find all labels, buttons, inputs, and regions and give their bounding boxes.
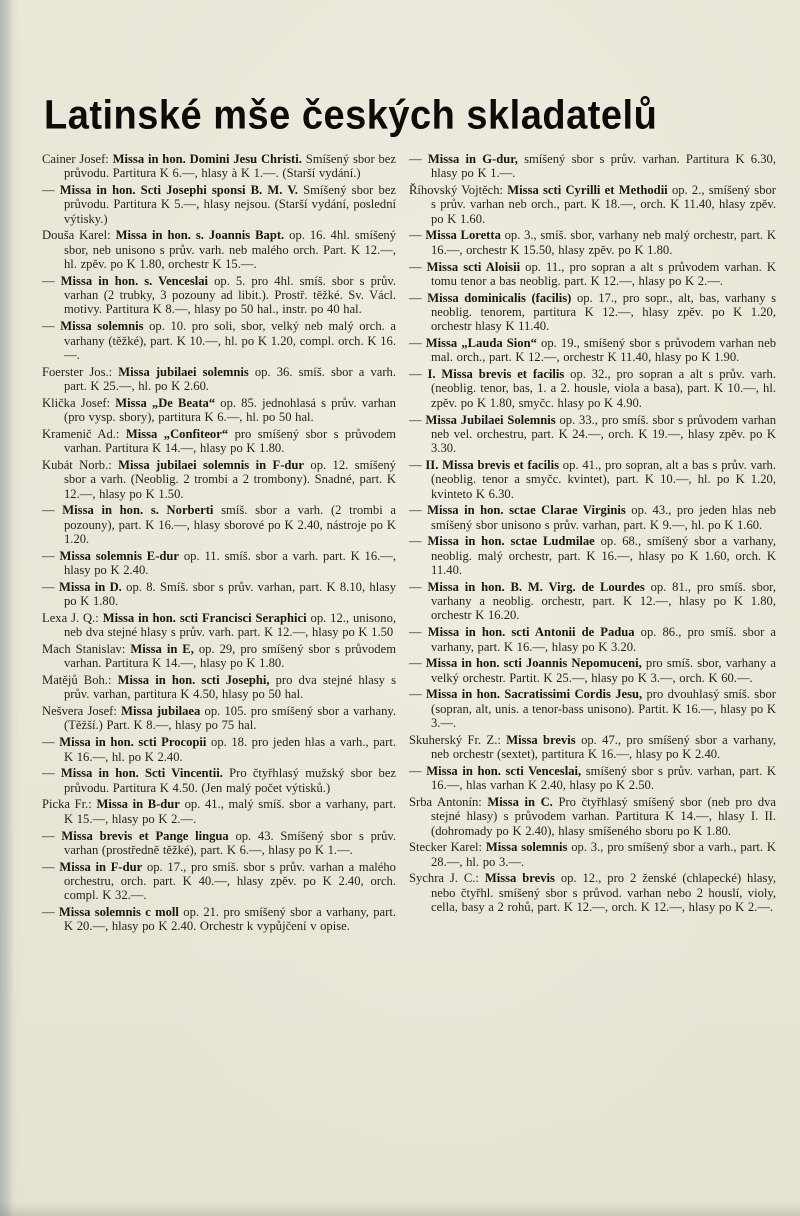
entry-work-title: Missa solemnis E-dur	[59, 548, 180, 563]
entry-work-title: Missa scti Aloisii	[426, 259, 521, 274]
catalog-entry	[409, 152, 776, 181]
entry-lead: Srba Antonín:	[409, 794, 482, 809]
entry-work-title: Missa in G-dur,	[427, 152, 518, 166]
catalog-entry	[42, 905, 396, 934]
entry-lead: —	[409, 656, 422, 671]
entry-work-title: Missa in C.	[487, 794, 553, 809]
entry-description: op. 86., pro smíš. sbor a varhany, part. K 16.—, hlasy po K 3.20.	[431, 625, 777, 654]
catalog-entry	[42, 183, 396, 226]
entry-description: op. 12., pro 2 ženské (chlapecké) hlasy, nebo čtyřhl. smíšený sbor s průvod. varhan nebo 2 houslí, violy, cella, basy a 2 rohů, part. K 12.—, orch. K 12.—, hlasy po K 2.—.	[431, 871, 776, 915]
catalog-entry	[409, 795, 776, 838]
entry-work-title: Missa in E,	[130, 642, 194, 656]
catalog-entry	[42, 549, 396, 578]
entry-lead: Sychra J. C.:	[409, 871, 479, 886]
entry-lead: —	[42, 828, 55, 843]
entry-description: pro smíš. sbor, varhany a velký orchestr. Partit. K 25.—, hlasy po K 3.—, orch. K 60.—.	[431, 656, 776, 685]
entry-lead: —	[409, 579, 422, 594]
entry-work-title: Missa in hon. Sacratissimi Cordis Jesu,	[425, 687, 643, 702]
entry-work-title: Missa in D.	[58, 579, 122, 594]
entry-description: pro dvouhlasý smíš. sbor (sopran, alt, unis. a tenor-bass unisono). Partit. K 16.—, hlasy po K 3.—.	[431, 687, 776, 730]
entry-description: op. 43., pro jeden hlas neb smíšený sbor unisono s prův. varhan, part. K 9.—, hl. po K 1.60.	[431, 503, 776, 532]
entry-lead: Matějů Boh.:	[42, 673, 112, 688]
entry-lead: Mach Stanislav:	[42, 642, 126, 656]
entry-description: op. 3., pro smíšený sbor a varh., part. K 28.—, hl. po 3.—.	[431, 840, 776, 869]
column-left	[42, 152, 396, 936]
entry-description: op. 36. smíš. sbor a varh. part. K 25.—, hl. po K 2.60.	[64, 364, 396, 393]
entry-work-title: Missa solemnis	[60, 319, 144, 334]
entry-description: smíšený sbor s prův. varhan. Partitura K 6.30, hlasy po K 1.—.	[431, 152, 776, 181]
entry-work-title: Missa in hon. scti Antonii de Padua	[427, 625, 635, 640]
entry-description: op. 19., smíšený sbor s průvodem varhan neb mal. orch., part. K 12.—, orchestr K 11.40, hlasy po K 1.90.	[431, 336, 776, 365]
entry-work-title: Missa in hon. scti Joannis Nepomuceni,	[425, 656, 642, 671]
catalog-entry	[42, 396, 396, 425]
entry-work-title: Missa in B-dur	[96, 797, 180, 812]
catalog-entry	[42, 611, 396, 640]
entry-work-title: Missa in hon. Scti Josephi sponsi B. M. V.	[59, 183, 298, 198]
entry-description: op. 16. 4hl. smíšený sbor, neb unisono s prův. varh. neb malého orch. Part. K 12.—, hl. zpěv. po K 1.80, orchestr K 15.—.	[64, 228, 397, 272]
entry-lead: —	[409, 152, 422, 166]
catalog-entry	[42, 503, 396, 546]
two-column-layout	[42, 152, 776, 936]
entry-work-title: Missa in hon. scti Venceslai,	[426, 763, 582, 778]
entry-description: op. 33., pro smíš. sbor s průvodem varhan neb vel. orchestru, part. K 24.—, orch. K 19.—, hlasy zpěv. po K 3.30.	[431, 412, 776, 456]
entry-lead: —	[409, 625, 422, 640]
entry-lead: —	[42, 503, 55, 518]
entry-description: op. 11. smíš. sbor a varh. part. K 16.—, hlasy po K 2.40.	[64, 548, 397, 578]
page-title: Latinské mše českých skladatelů	[44, 92, 658, 139]
entry-description: op. 29, pro smíšený sbor s průvodem varhan. Partitura K 14.—, hlasy po K 1.80.	[64, 642, 396, 671]
entry-description: Smíšený sbor bez průvodu. Partitura K 6.—, hlasy à K 1.—. (Starší vydání.)	[64, 152, 396, 181]
entry-work-title: Missa dominicalis (facilis)	[427, 290, 572, 305]
entry-description: op. 17., pro smíš. sbor s prův. varhan a malého orchestru, orch. part. K 40.—, hlasy zpěv. po K 2.40, orch. compl. K 32.—.	[64, 859, 396, 903]
entry-description: op. 17., pro sopr., alt, bas, varhany s neoblig. tenorem, partitura K 12.—, hlasy zpěv. po K 1.20, orchestr hlasy K 11.40.	[431, 290, 776, 334]
entry-lead: —	[42, 859, 55, 874]
entry-work-title: Missa in hon. s. Norberti	[62, 503, 214, 518]
entry-description: op. 18. pro jeden hlas a varh., part. K 16.—, hl. po K 2.40.	[64, 735, 396, 764]
catalog-entry	[42, 580, 396, 609]
entry-work-title: Missa Jubilaei Solemnis	[425, 412, 556, 427]
entry-lead: —	[409, 534, 422, 549]
entry-work-title: Missa jubilaea	[121, 704, 201, 719]
entry-lead: —	[42, 735, 55, 750]
entry-work-title: Missa brevis	[506, 732, 576, 747]
catalog-entry	[409, 625, 776, 654]
entry-work-title: Missa solemnis	[485, 840, 568, 855]
entry-lead: Douša Karel:	[42, 228, 111, 243]
entry-lead: —	[409, 763, 422, 778]
catalog-entry	[42, 319, 396, 362]
catalog-entry	[42, 797, 396, 826]
entry-work-title: Missa in hon. s. Joannis Bapt.	[115, 228, 285, 243]
entry-description: Pro čtyřhlasý mužský sbor bez průvodu. Partitura K 4.50. (Jen malý počet výtisků.)	[64, 766, 397, 795]
catalog-entry	[409, 580, 776, 623]
catalog-entry	[409, 871, 776, 914]
catalog-entry	[42, 735, 396, 764]
entry-lead: Skuherský Fr. Z.:	[409, 732, 501, 747]
catalog-entry	[42, 228, 396, 271]
entry-work-title: Missa in hon. sctae Clarae Virginis	[427, 503, 626, 518]
entry-work-title: Missa in hon. scti Francisci Seraphici	[102, 610, 307, 625]
entry-description: op. 81., pro smíš. sbor, varhany a neoblig. orchestr, part. K 12.—, hlasy po K 1.80, orchestr K 16.20.	[431, 579, 776, 623]
entry-work-title: Missa brevis et Pange lingua	[61, 828, 229, 843]
entry-description: op. 105. pro smíšený sbor a varhany. (Těžší.) Part. K 8.—, hlasy po 75 hal.	[64, 704, 396, 733]
catalog-entry	[409, 183, 776, 226]
entry-lead: —	[42, 905, 55, 920]
catalog-entry	[409, 733, 776, 762]
entry-lead: —	[42, 183, 55, 198]
entry-description: op. 3., smíš. sbor, varhany neb malý orchestr, part. K 16.—, orchestr K 15.50, hlasy zpěv. po K 1.80.	[431, 228, 777, 257]
column-right	[409, 152, 776, 936]
entry-work-title: Missa „Lauda Sion“	[425, 336, 537, 351]
entry-lead: Lexa J. Q.:	[42, 610, 99, 625]
catalog-entry	[42, 642, 396, 671]
entry-description: op. 85. jednohlasá s prův. varhan (pro vysp. sbory), partitura K 6.—, hl. po 50 hal.	[64, 395, 396, 425]
entry-work-title: Missa scti Cyrilli et Methodii	[507, 183, 668, 198]
entry-work-title: Missa „Confiteor“	[125, 426, 229, 441]
catalog-entry	[409, 260, 776, 289]
catalog-entry	[42, 673, 396, 702]
entry-work-title: Missa jubilaei solemnis	[118, 364, 249, 379]
entry-work-title: Missa jubilaei solemnis in F-dur	[118, 457, 304, 472]
book-gutter-shadow	[0, 0, 20, 1216]
catalog-entry	[409, 367, 776, 410]
entry-lead: —	[409, 687, 422, 702]
entry-description: op. 12., unisono, neb dva stejné hlasy s prův. varh. part. K 12.—, hlasy po K 1.50	[64, 610, 397, 640]
catalog-entry	[409, 503, 776, 532]
entry-lead: —	[42, 319, 55, 334]
entry-work-title: Missa „De Beata“	[115, 395, 216, 410]
entry-work-title: Missa in hon. s. Venceslai	[60, 273, 209, 288]
entry-work-title: Missa brevis	[484, 871, 555, 886]
entry-work-title: Missa in hon. B. M. Virg. de Lourdes	[427, 579, 645, 594]
catalog-entry	[409, 840, 776, 869]
entry-lead: Foerster Jos.:	[42, 364, 113, 379]
entry-lead: —	[409, 503, 422, 518]
entry-description: smíš. sbor a varh. (2 trombi a pozouny), part. K 16.—, hlasy sborové po K 2.40, nástroje po K 1.20.	[64, 503, 396, 546]
entry-work-title: Missa in hon. sctae Ludmilae	[427, 534, 595, 549]
entry-description: op. 5. pro 4hl. smíš. sbor s prův. varhan (2 trubky, 3 pozouny ad libit.). Prostř. těžké. Sv. Václ. motivy. Partitura K 8.—, hlasy po 50 hal., instr. po 40 hal.	[64, 273, 396, 317]
catalog-entry	[42, 704, 396, 733]
entry-work-title: Missa solemnis c moll	[58, 905, 179, 920]
entry-lead: —	[409, 290, 422, 305]
catalog-entry	[42, 427, 396, 456]
catalog-entry	[409, 336, 776, 365]
catalog-entry	[409, 291, 776, 334]
entry-description: op. 8. Smíš. sbor s prův. varhan, part. K 8.10, hlasy po K 1.80.	[64, 579, 397, 609]
catalog-entry	[42, 458, 396, 501]
page-bottom-shadow	[0, 1202, 800, 1216]
entry-work-title: I. Missa brevis et facilis	[427, 367, 565, 382]
entry-lead: —	[42, 548, 55, 563]
entry-lead: Klička Josef:	[42, 395, 111, 410]
catalog-entry	[409, 656, 776, 685]
entry-work-title: Missa in hon. Scti Vincentii.	[60, 766, 223, 781]
entry-description: op. 21. pro smíšený sbor a varhany, part. K 20.—, hlasy po K 2.40. Orchestr k vypůjčení v opise.	[64, 905, 396, 934]
entry-lead: —	[42, 766, 55, 781]
entry-lead: —	[409, 367, 422, 382]
entry-work-title: Missa in hon. scti Procopii	[59, 735, 207, 750]
entry-work-title: Missa in hon. scti Josephi,	[117, 673, 270, 688]
catalog-entry	[409, 458, 776, 501]
entry-work-title: Missa in F-dur	[59, 859, 143, 874]
entry-description: pro smíšený sbor s průvodem varhan. Partitura K 14.—, hlasy po K 1.80.	[64, 426, 396, 456]
entry-lead: —	[409, 457, 422, 472]
catalog-entry	[42, 829, 396, 858]
entry-description: Pro čtyřhlasý smíšený sbor (neb pro dva stejné hlasy) s průvodem varhan. Partitura K 14.—, hlasy I. II. (dohromady po K 2.40), hlasy smíšeného sboru po K 1.80.	[431, 794, 777, 838]
entry-lead: —	[409, 336, 422, 351]
entry-lead: Picka Fr.:	[42, 797, 92, 812]
entry-lead: Říhovský Vojtěch:	[409, 183, 504, 198]
catalog-entry	[409, 413, 776, 456]
entry-description: op. 43. Smíšený sbor s prův. varhan (prostředně těžké), part. K 6.—, hlasy po K 1.—.	[64, 828, 397, 857]
entry-description: op. 32., pro sopran a alt s prův. varh. (neoblig. tenor, bas, 1. a 2. housle, viola a basa), part. K 10.—, hl. zpěv. po K 1.80, smyčc. hlasy po K 4.90.	[431, 367, 776, 410]
entry-lead: Nešvera Josef:	[42, 704, 117, 719]
entry-description: op. 11., pro sopran a alt s průvodem varhan. K tomu tenor a bas neoblig. part. K 12.—, hlasy po K 2.—.	[431, 259, 777, 288]
catalog-entry	[409, 687, 776, 730]
entry-description: Smíšený sbor bez průvodu. Partitura K 5.—, hlasy nejsou. (Starší vydání, poslední výtisky.)	[64, 183, 396, 226]
entry-lead: Stecker Karel:	[409, 840, 483, 855]
entry-description: smíšený sbor s prův. varhan, part. K 16.—, hlas varhan K 2.40, hlasy po K 2.50.	[431, 763, 776, 793]
entry-description: op. 10. pro soli, sbor, velký neb malý orch. a varhany (těžké), part. K 10.—, hl. po K 1.20, compl. orch. K 16.—.	[64, 319, 396, 362]
catalog-entry	[42, 152, 396, 181]
entry-lead: —	[409, 228, 422, 243]
entry-lead: Kramenič Ad.:	[42, 426, 120, 441]
catalog-entry	[42, 365, 396, 394]
entry-description: op. 68., smíšený sbor a varhany, neoblig. malý orchestr, part. K 16.—, hlasy po K 1.60, orch. K 11.40.	[431, 534, 777, 578]
catalog-entry	[42, 766, 396, 795]
entry-description: op. 41., pro sopran, alt a bas s prův. varh. (neoblig. tenor a smyčc. kvintet), part. K 10.—, hl. po K 1.20, kvinteto K 6.30.	[431, 457, 776, 501]
entry-lead: —	[42, 579, 55, 594]
catalog-entry	[409, 228, 776, 257]
catalog-entry	[42, 860, 396, 903]
catalog-entry	[409, 764, 776, 793]
entry-description: op. 41., malý smíš. sbor a varhany, part. K 15.—, hlasy po K 2.—.	[64, 797, 397, 826]
entry-description: pro dva stejné hlasy s prův. varhan, partitura K 4.50, hlasy po 50 hal.	[64, 673, 396, 702]
entry-description: op. 47., pro smíšený sbor a varhany, neb orchestr (sextet), partitura K 16.—, hlasy po K 2.40.	[431, 732, 776, 762]
entry-work-title: Missa in hon. Domini Jesu Christi.	[112, 152, 302, 166]
entry-description: op. 12. smíšený sbor a varh. (Neoblig. 2 trombi a 2 trombony). Snadné, part. K 12.—, hlasy po K 1.50.	[64, 457, 396, 501]
entry-work-title: II. Missa brevis et facilis	[425, 457, 559, 472]
entry-description: op. 2., smíšený sbor s prův. varhan neb orch., part. K 18.—, orch. K 11.40, hlasy zpěv. po K 1.60.	[431, 183, 776, 226]
entry-lead: —	[409, 412, 422, 427]
entry-lead: —	[42, 273, 55, 288]
entry-lead: Cainer Josef:	[42, 152, 109, 166]
entry-lead: —	[409, 259, 422, 274]
catalog-entry	[409, 534, 776, 577]
entry-work-title: Missa Loretta	[425, 228, 501, 243]
entry-lead: Kubát Norb.:	[42, 457, 112, 472]
catalog-entry	[42, 274, 396, 317]
